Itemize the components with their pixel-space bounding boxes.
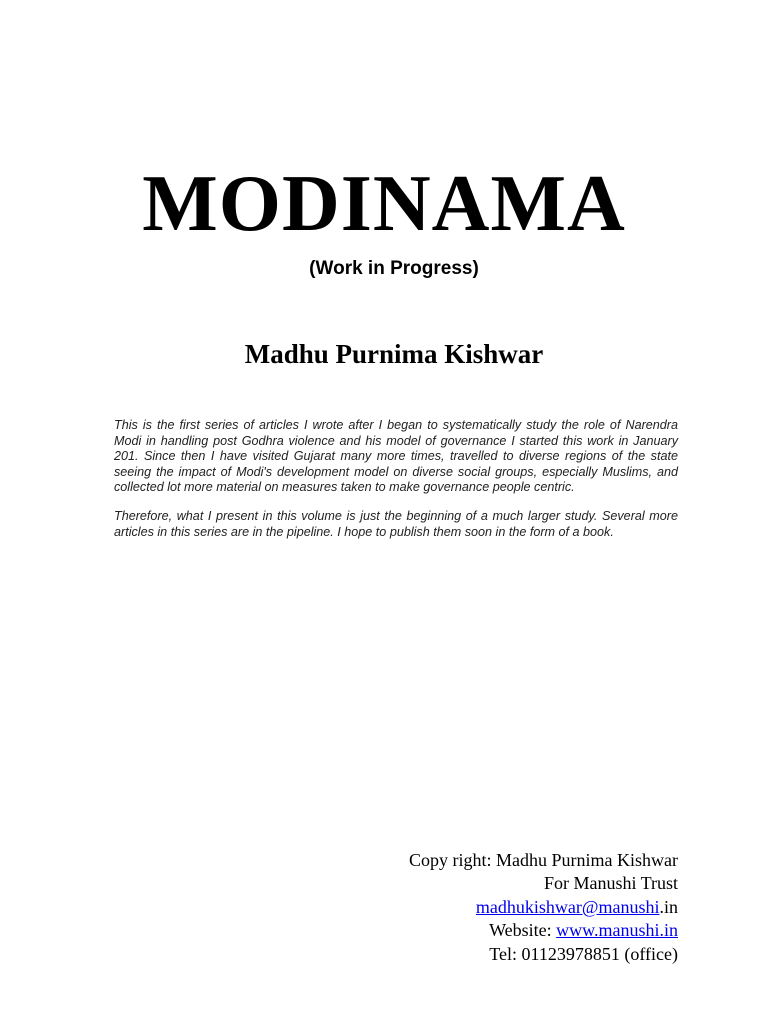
website-label: Website:	[489, 920, 557, 941]
email-suffix: .in	[659, 896, 678, 917]
intro-paragraph: Therefore, what I present in this volume is just the beginning of a much larger study. Several more articles in this series are in the pipeline. I hope to publish them soon in the form of a book.	[114, 508, 678, 539]
email-line	[278, 896, 678, 919]
intro-paragraph: This is the first series of articles I wrote after I began to systematically study the role of Narendra Modi in handling post Godhra violence and his model of governance I started this work in January 201. Since then I have visited Gujarat many more times, travelled to diverse regions of the state seeing the impact of Modi's development model on diverse social groups, especially Muslims, and collected lot more material on measures taken to make governance people centric.	[114, 418, 678, 495]
contact-block	[278, 849, 678, 966]
trust-line: For Manushi Trust	[543, 873, 678, 894]
document-title: MODINAMA	[142, 160, 626, 248]
telephone-line: Tel: 01123978851 (office)	[489, 943, 678, 964]
website-link[interactable]: www.manushi.in	[556, 920, 678, 941]
intro-text	[114, 418, 678, 553]
email-link[interactable]: madhukishwar@manushi	[475, 896, 660, 917]
document-subtitle: (Work in Progress)	[309, 258, 479, 279]
author-name: Madhu Purnima Kishwar	[244, 339, 544, 369]
copyright-line: Copy right: Madhu Purnima Kishwar	[409, 850, 678, 870]
website-line	[278, 919, 678, 942]
